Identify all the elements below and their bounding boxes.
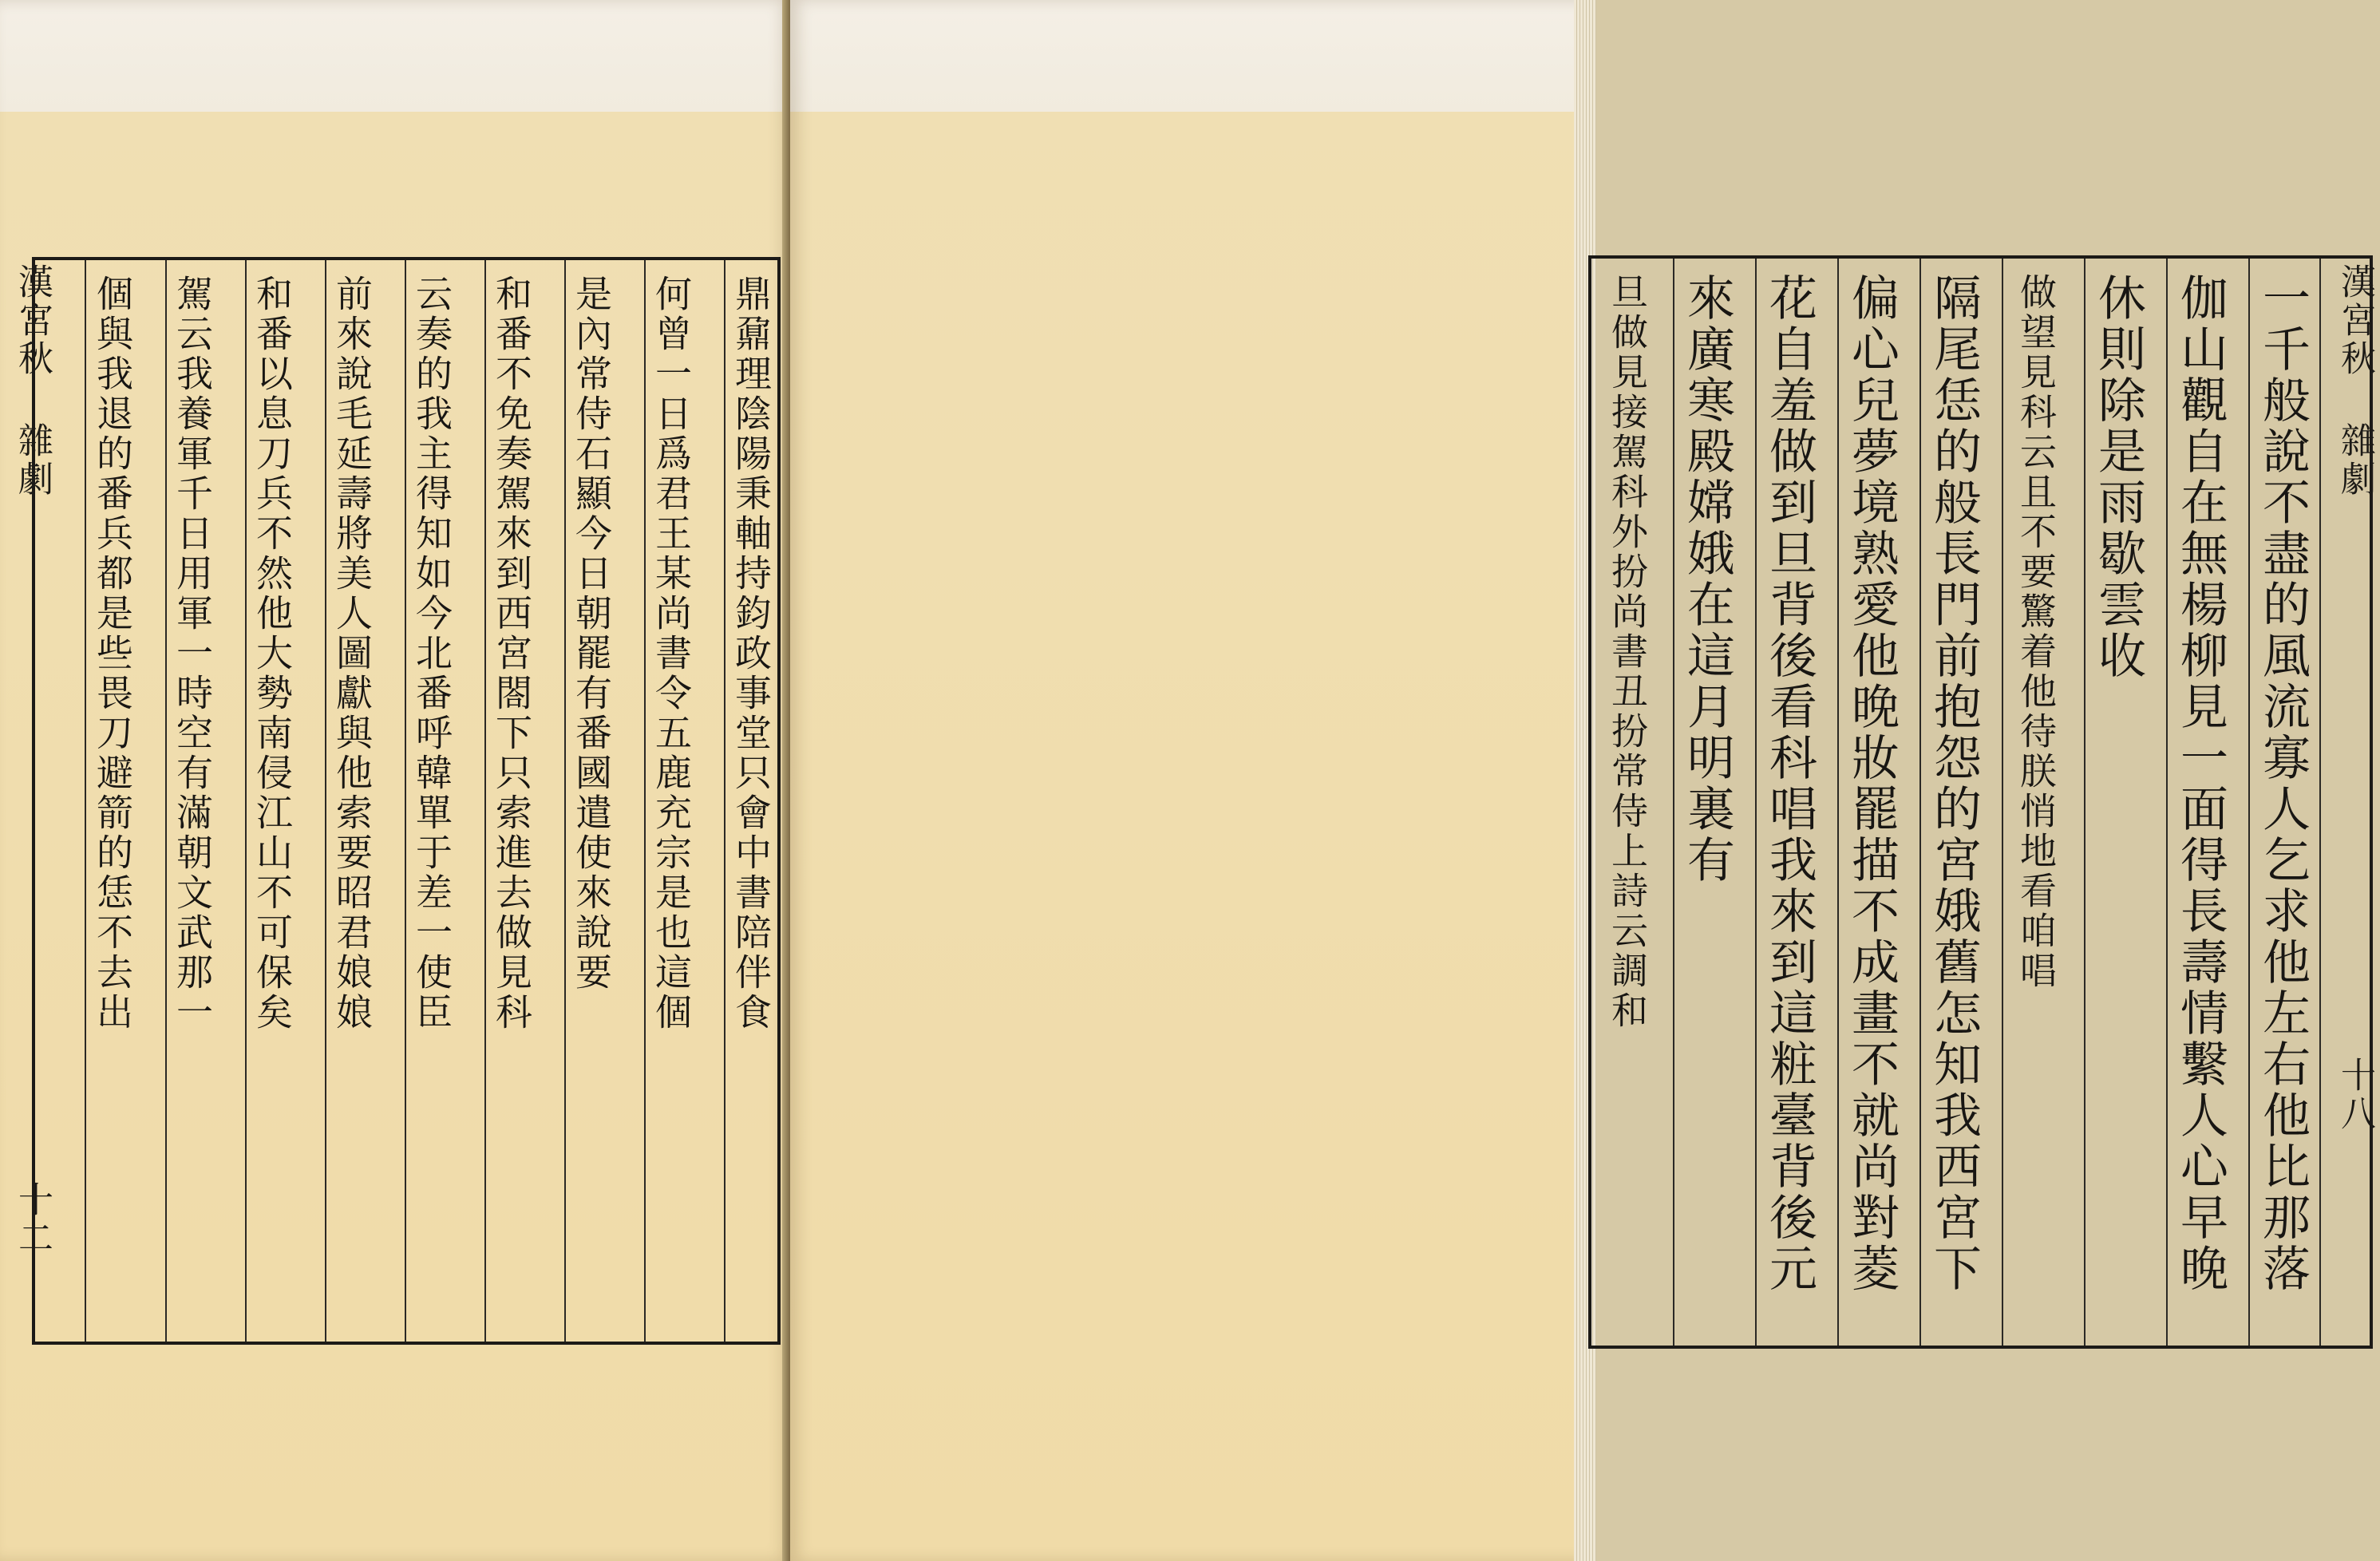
column-rule (165, 260, 167, 1342)
column-rule (564, 260, 566, 1342)
text-column: 花自羞做到旦背後看科唱我來到這粧臺背後元 (1761, 273, 1817, 1294)
column-rule (2084, 259, 2085, 1346)
text-column: 和番以息刀兵不然他大勢南侵江山不可保矣 (251, 275, 294, 1033)
text-column: 前來說毛延壽將美人圖獻與他索要昭君娘娘 (330, 275, 374, 1033)
column-rule (1919, 259, 1921, 1346)
right-spine-margin: 漢宮秋 雜劇 (2335, 263, 2375, 499)
right-page (790, 0, 2375, 1561)
column-rule (2002, 259, 2003, 1346)
column-rule (325, 260, 326, 1342)
text-column: 偏心兒夢境熟愛他晚妝罷描不成畫不就尚對菱 (1844, 273, 1900, 1294)
column-rule (724, 260, 725, 1342)
text-column: 休則除是雨歇雲收 (2090, 273, 2146, 682)
column-rule (2319, 259, 2321, 1346)
left-page (0, 0, 790, 1561)
column-rule (2166, 259, 2168, 1346)
left-text-frame (32, 257, 781, 1345)
text-column: 伽山觀自在無楊柳見一面得長壽情繫人心早晚 (2172, 273, 2228, 1294)
column-rule (1755, 259, 1757, 1346)
text-column: 來廣寒殿嫦娥在這月明裏有 (1679, 273, 1735, 886)
text-column: 駕云我養軍千日用軍一時空有滿朝文武那一 (171, 275, 214, 1033)
text-column: 和番不免奏駕來到西宮閤下只索進去做見科 (490, 275, 533, 1033)
text-column: 何曾一日爲君王某尚書令五鹿充宗是也這個 (650, 275, 693, 1033)
text-column: 隔尾恁的般長門前抱怨的宮娥舊怎知我西宮下 (1926, 273, 1982, 1294)
text-column: 是內常侍石顯今日朝罷有番國遣使來說要 (570, 275, 613, 993)
right-folio-number: 十八 (2335, 1057, 2375, 1133)
text-column: 云奏的我主得知如今北番呼韓單于差一使臣 (410, 275, 453, 1033)
column-rule (644, 260, 646, 1342)
column-rule (85, 260, 86, 1342)
text-column: 旦做見接駕科外扮尚書丑扮常侍上詩云調和 (1606, 273, 1649, 1031)
column-rule (245, 260, 247, 1342)
text-column: 個與我退的番兵都是些畏刀避箭的恁不去出 (91, 275, 134, 1033)
column-rule (1837, 259, 1839, 1346)
text-column: 鼎鼐理陰陽秉軸持鈞政事堂只會中書陪伴食 (729, 275, 773, 1033)
text-column: 一千般說不盡的風流寡人乞求他左右他比那落 (2255, 273, 2311, 1294)
right-text-frame (1588, 255, 2373, 1349)
column-rule (2248, 259, 2250, 1346)
left-folio-number: 十二 (12, 1181, 53, 1258)
column-rule (1673, 259, 1674, 1346)
text-column: 做望見科云且不要驚着他待朕悄地看咱唱 (2014, 273, 2058, 991)
column-rule (405, 260, 406, 1342)
column-rule (484, 260, 486, 1342)
left-spine-margin: 漢宮秋 雜劇 (12, 263, 53, 499)
